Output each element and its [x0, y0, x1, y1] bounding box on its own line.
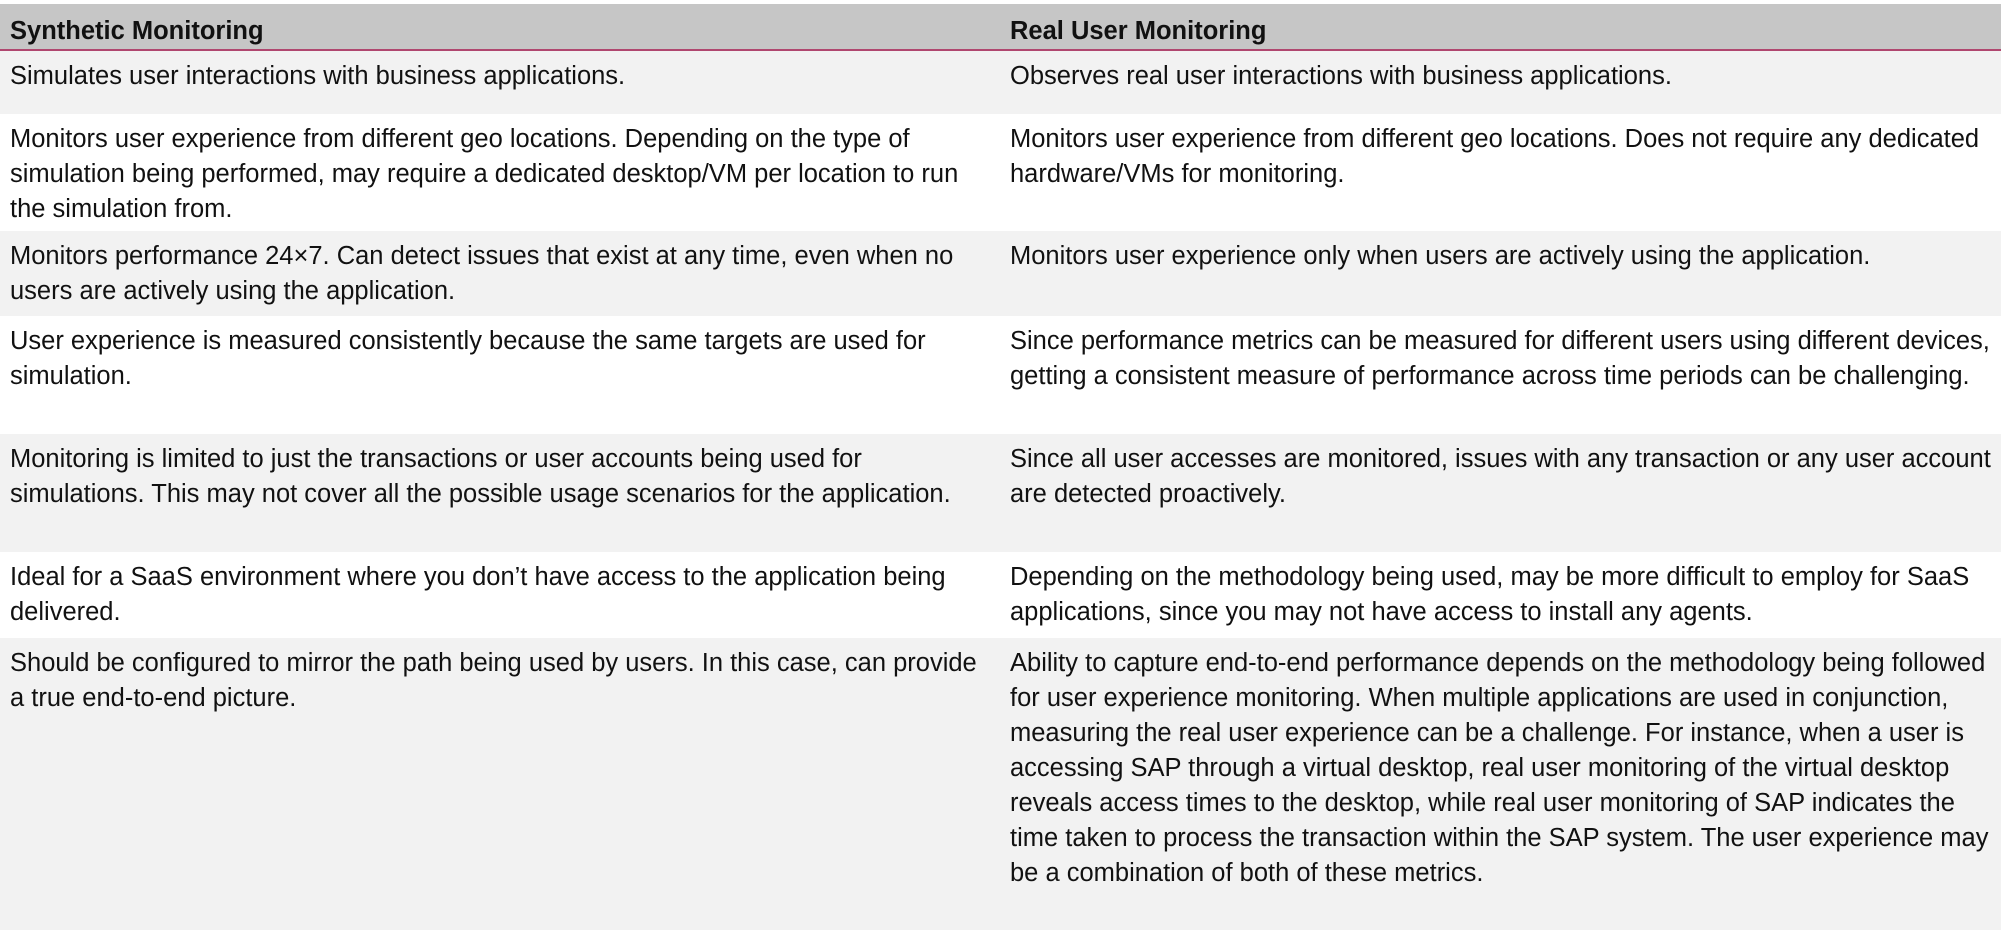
real-user-cell: Monitors user experience from different geo locations. Does not require any dedicated hardware/VMs for monitoring. [1010, 125, 1980, 188]
table-row [0, 114, 2001, 231]
table-row [0, 552, 2001, 638]
table-row [0, 434, 2001, 552]
synthetic-cell: Monitors user experience from different geo locations. Depending on the type of simulation being performed, may require a dedicated desktop/VM per location to run the simulation from. [10, 125, 959, 223]
table-row [0, 316, 2001, 434]
header-synthetic-monitoring: Synthetic Monitoring [10, 17, 264, 45]
synthetic-cell: Monitoring is limited to just the transactions or user accounts being used for simulations. This may not cover all the possible usage scenarios for the application. [10, 445, 951, 508]
real-user-cell: Monitors user experience only when users are actively using the application. [1010, 242, 1871, 270]
header-real-user-monitoring: Real User Monitoring [1010, 17, 1267, 45]
comparison-table [0, 4, 2001, 930]
table-row [0, 51, 2001, 114]
synthetic-cell: Monitors performance 24×7. Can detect issues that exist at any time, even when no users are actively using the application. [10, 242, 954, 305]
synthetic-cell: Simulates user interactions with business applications. [10, 62, 626, 90]
real-user-cell: Since all user accesses are monitored, issues with any transaction or any user account are detected proactively. [1010, 445, 1991, 508]
real-user-cell: Observes real user interactions with business applications. [1010, 62, 1672, 90]
real-user-cell: Since performance metrics can be measured for different users using different devices, getting a consistent measure of performance across time periods can be challenging. [1010, 327, 1990, 390]
table-row [0, 638, 2001, 930]
synthetic-cell: Ideal for a SaaS environment where you don’t have access to the application being delivered. [10, 563, 946, 626]
table-header-row [0, 4, 2001, 51]
table-row [0, 231, 2001, 316]
synthetic-cell: Should be configured to mirror the path being used by users. In this case, can provide a true end-to-end picture. [10, 649, 977, 712]
real-user-cell: Ability to capture end-to-end performance depends on the methodology being followed for user experience monitoring. When multiple applications are used in conjunction, measuring the real user experience can be a challenge. For instance, when a user is accessing SAP through a virtual desktop, real user monitoring of the virtual desktop reveals access times to the desktop, while real user monitoring of SAP indicates the time taken to process the transaction within the SAP system. The user experience may be a combination of both of these metrics. [1010, 649, 1989, 887]
synthetic-cell: User experience is measured consistently because the same targets are used for simulation. [10, 327, 926, 390]
real-user-cell: Depending on the methodology being used, may be more difficult to employ for SaaS applications, since you may not have access to install any agents. [1010, 563, 1970, 626]
